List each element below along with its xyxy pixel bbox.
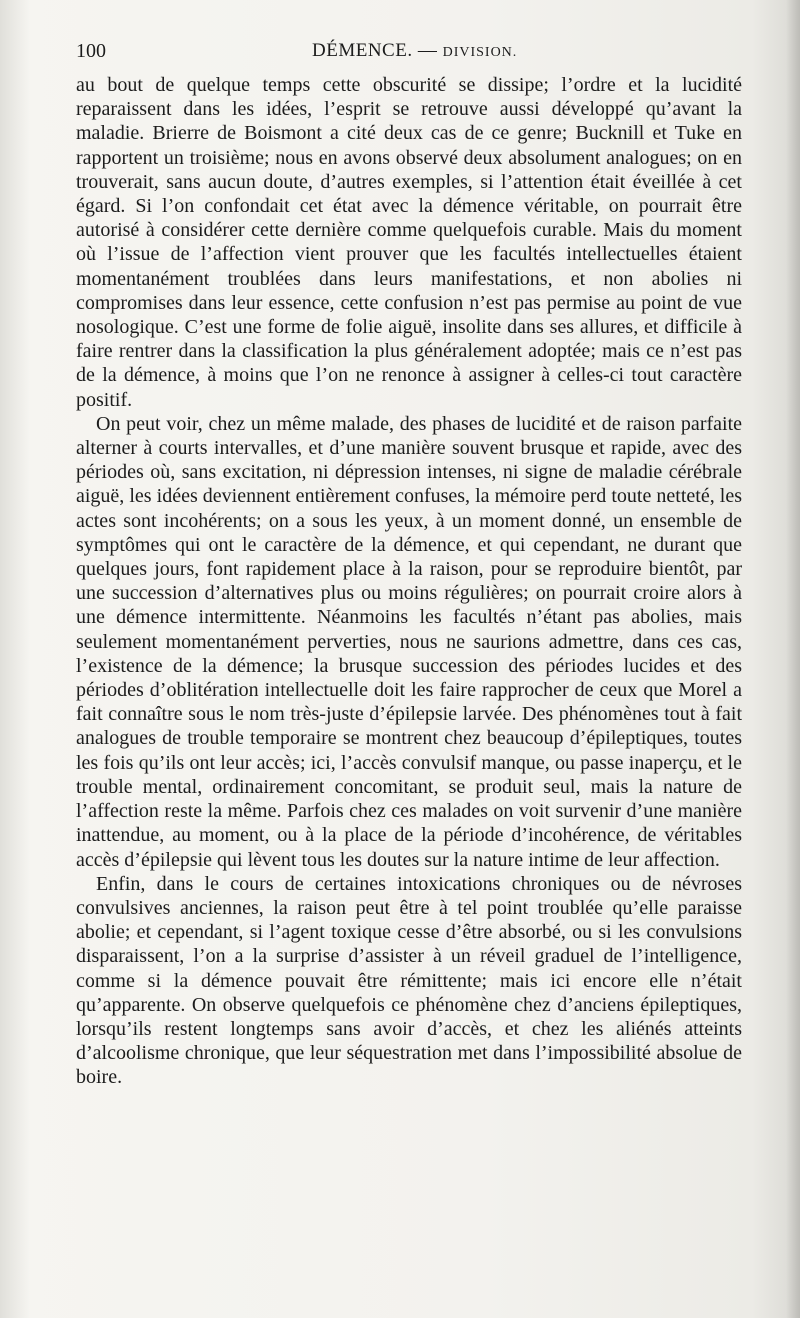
body-text: [76, 73, 742, 1090]
gutter-shadow: [0, 0, 30, 1318]
paragraph-2: On peut voir, chez un même malade, des phases de lucidité et de raison parfaite alterner à courts intervalles, et d’une manière souvent brusque et rapide, avec des périodes où, sans excitation, ni dépression intenses, ni signe de maladie cérébrale aiguë, les idées deviennent entièrement confuses, la mémoire perd toute netteté, les actes sont incohérents; on a sous les yeux, à un moment donné, un ensemble de symptômes qui ont le caractère de la démence, et qui cependant, ne durant que quelques jours, font rapidement place à la raison, pour se reproduire bientôt, par une succession d’alternatives plus ou moins régulières; on pourrait croire alors à une démence intermittente. Néanmoins les facultés n’étant pas abolies, mais seulement momentanément perverties, nous ne saurions admettre, dans ces cas, l’existence de la démence; la brusque succession des périodes lucides et des périodes d’oblitération intellectuelle doit les faire rapprocher de ceux que Morel a fait connaître sous le nom très-juste d’épilepsie larvée. Des phénomènes tout à fait analogues de trouble temporaire se montrent chez beaucoup d’épileptiques, toutes les fois qu’ils ont leur accès; ici, l’accès convulsif manque, ou passe inaperçu, et le trouble mental, ordinairement concomitant, se produit seul, mais la nature de l’affection reste la même. Parfois chez ces malades on voit survenir d’une manière inattendue, au moment, ou à la place de la période d’incohérence, de véritables accès d’épilepsie qui lèvent tous les doutes sur la nature intime de leur affection.: [76, 412, 742, 871]
page-edge-shadow: [786, 0, 800, 1318]
running-head-subtitle: DIVISION.: [442, 45, 518, 60]
running-head-title: [312, 40, 517, 62]
paragraph-3: Enfin, dans le cours de certaines intoxications chroniques ou de névroses convulsives anciennes, la raison peut être à tel point troublée qu’elle paraisse abolie; et cependant, si l’agent toxique cesse d’être absorbé, ou si les convulsions disparaissent, l’on a la surprise d’assister à un réveil graduel de l’intelligence, comme si la démence pouvait être rémittente; mais ici encore elle n’était qu’apparente. On observe quelquefois ce phénomène chez d’anciens épileptiques, lorsqu’ils restent longtemps sans avoir d’accès, et chez les aliénés atteints d’alcoolisme chronique, que leur séquestration met dans l’impossibilité absolue de boire.: [76, 872, 742, 1089]
paragraph-1: au bout de quelque temps cette obscurité se dissipe; l’ordre et la lucidité reparaissent dans les idées, l’esprit se retrouve aussi développé qu’avant la maladie. Brierre de Boismont a cité deux cas de ce genre; Bucknill et Tuke en rapportent un troisième; nous en avons observé deux absolument analogues; on en trouverait, sans aucun doute, d’autres exemples, si l’attention était éveillée à cet égard. Si l’on confondait cet état avec la démence véritable, on pourrait être autorisé à considérer cette dernière comme quelquefois curable. Mais du moment où l’issue de l’affection vient prouver que les facultés intellectuelles étaient momentanément troublées dans leurs manifestations, et non abolies ni compromises dans leur essence, cette confusion n’est pas permise au point de vue nosologique. C’est une forme de folie aiguë, insolite dans ses allures, et difficile à faire rentrer dans la classification la plus généralement adoptée; mais ce n’est pas de la démence, à moins que l’on ne renonce à assigner à celles-ci tout caractère positif.: [76, 74, 742, 411]
running-header: [76, 40, 742, 68]
running-head-main: DÉMENCE. —: [312, 40, 443, 61]
page-number: 100: [76, 40, 106, 62]
